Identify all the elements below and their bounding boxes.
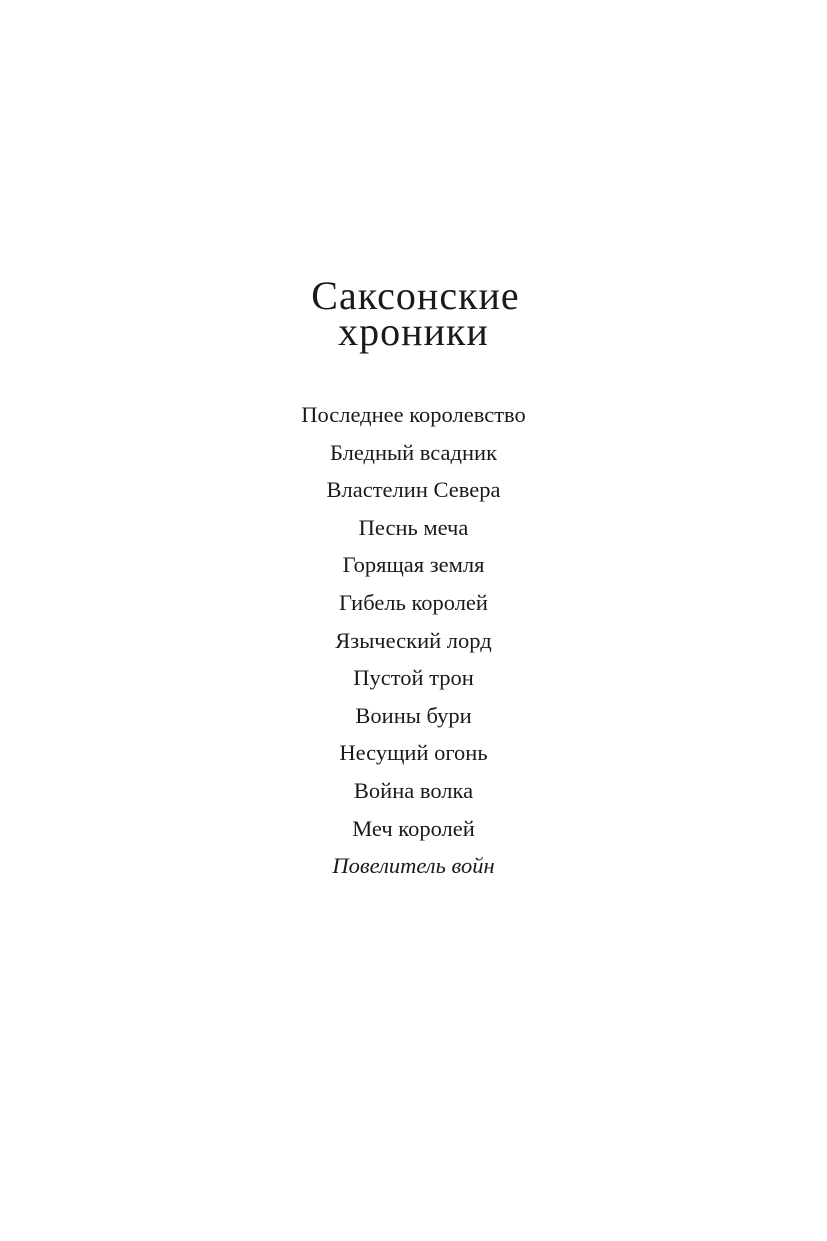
book-list bbox=[0, 396, 827, 885]
book-title: Песнь меча bbox=[358, 514, 469, 540]
book-title: Воины бури bbox=[355, 702, 472, 728]
book-title: Война волка bbox=[353, 777, 474, 803]
book-title: Языческий лорд bbox=[335, 627, 492, 653]
book-title: Гибель королей bbox=[339, 589, 488, 615]
series-title-line-2: хроники bbox=[338, 309, 489, 354]
series-title-line-1: Саксонские bbox=[311, 273, 520, 318]
book-title: Пустой трон bbox=[353, 665, 474, 691]
series-title bbox=[0, 273, 827, 354]
current-book-title: Повелитель войн bbox=[332, 853, 495, 879]
book-title: Бледный всадник bbox=[329, 439, 497, 465]
book-title: Властелин Севера bbox=[326, 477, 501, 503]
book-title: Меч королей bbox=[352, 815, 475, 841]
book-title: Последнее королевство bbox=[301, 402, 526, 427]
book-title: Несущий огонь bbox=[339, 740, 488, 766]
book-title: Горящая земля bbox=[342, 552, 485, 578]
